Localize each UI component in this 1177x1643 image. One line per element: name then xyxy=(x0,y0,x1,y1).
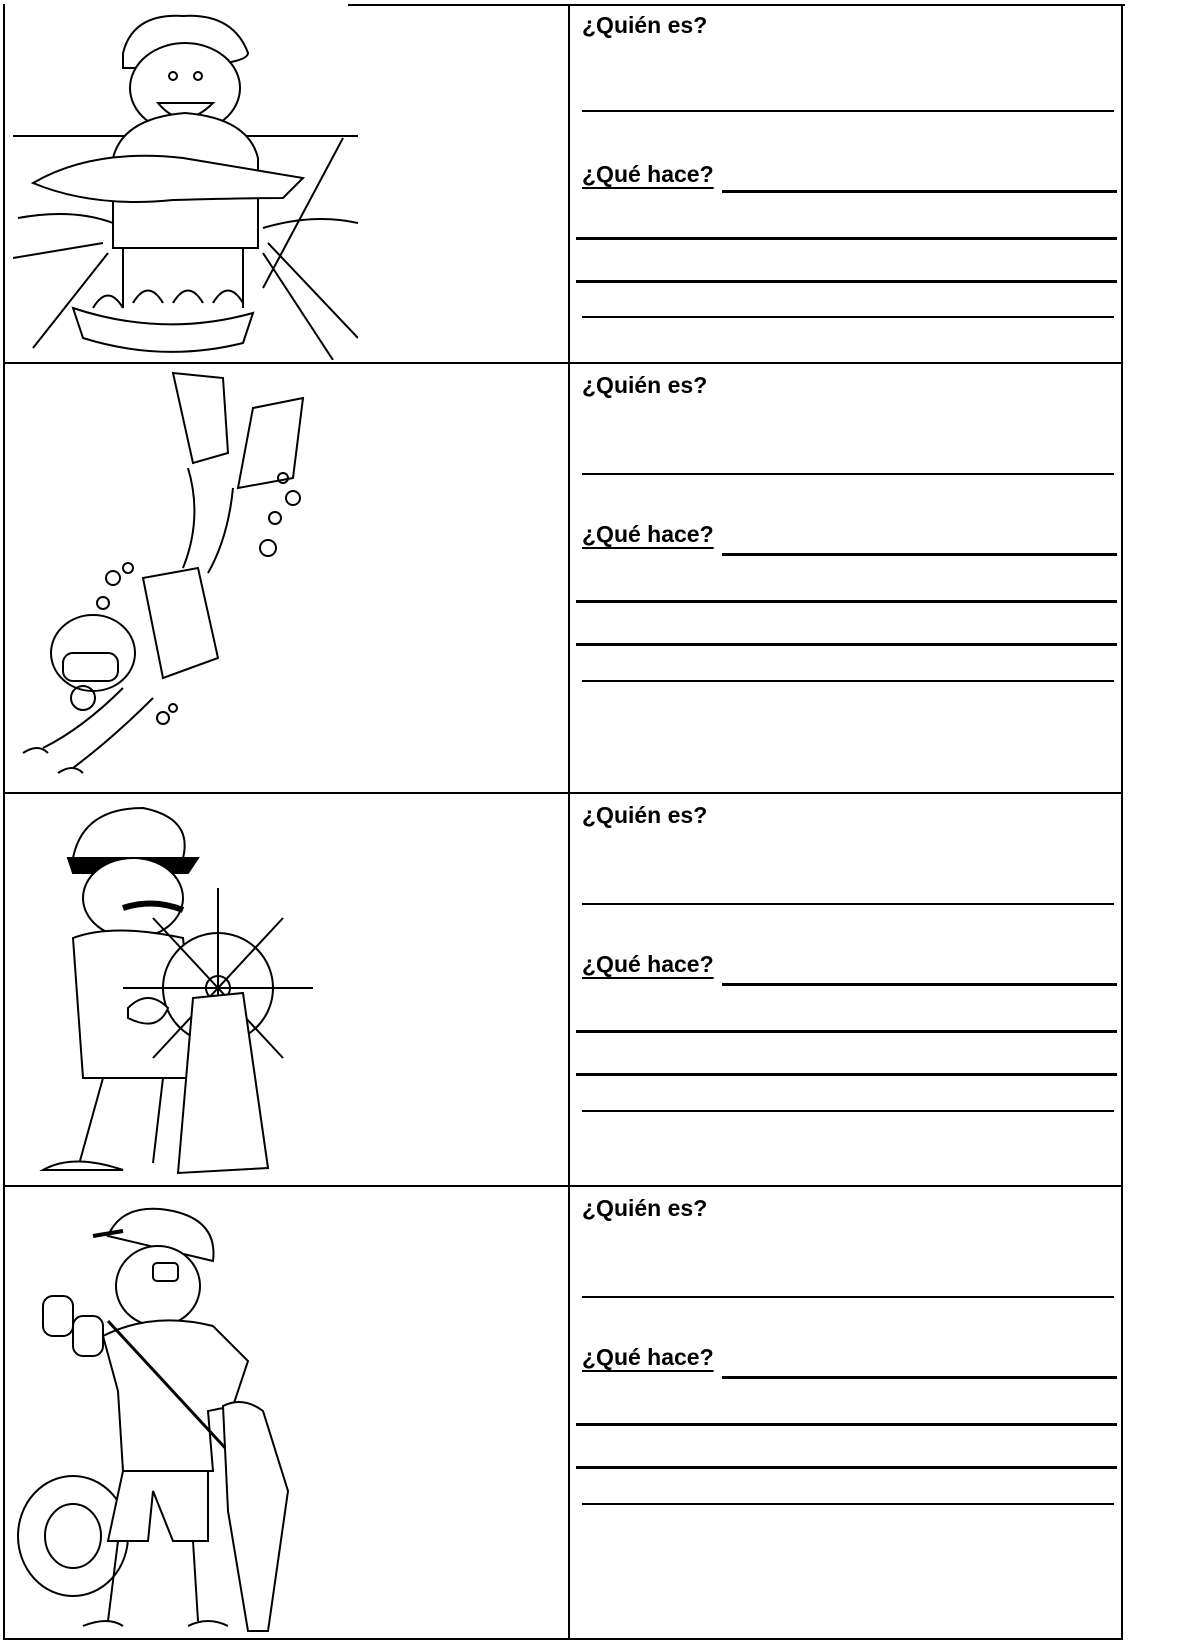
image-cell xyxy=(5,1187,570,1640)
answer-line[interactable] xyxy=(582,473,1114,475)
answer-line[interactable] xyxy=(576,237,1117,240)
diver-illustration xyxy=(13,368,313,790)
answer-line[interactable] xyxy=(582,1296,1114,1298)
answer-line[interactable] xyxy=(722,1376,1117,1379)
answer-line[interactable] xyxy=(722,983,1117,986)
image-cell xyxy=(5,794,570,1185)
answer-line[interactable] xyxy=(576,1073,1117,1076)
what-question: ¿Qué hace? xyxy=(582,1344,714,1370)
answer-line[interactable] xyxy=(576,643,1117,646)
answer-line[interactable] xyxy=(576,280,1117,283)
who-question: ¿Quién es? xyxy=(582,372,708,398)
answer-cell xyxy=(570,794,1121,1185)
image-cell xyxy=(5,4,570,362)
fisherman-illustration xyxy=(13,8,358,360)
answer-cell xyxy=(570,1187,1121,1640)
who-question: ¿Quién es? xyxy=(582,802,708,828)
answer-line[interactable] xyxy=(722,190,1117,193)
answer-cell xyxy=(570,4,1121,362)
answer-line[interactable] xyxy=(582,110,1114,112)
answer-line[interactable] xyxy=(582,680,1114,682)
what-question: ¿Qué hace? xyxy=(582,161,714,187)
table-row xyxy=(5,4,1121,364)
worksheet-table xyxy=(3,4,1123,1640)
image-cell xyxy=(5,364,570,792)
answer-cell xyxy=(570,364,1121,792)
answer-line[interactable] xyxy=(722,553,1117,556)
table-top-border xyxy=(348,4,1125,6)
answer-line[interactable] xyxy=(582,1503,1114,1505)
answer-line[interactable] xyxy=(576,1423,1117,1426)
answer-line[interactable] xyxy=(576,1030,1117,1033)
answer-line[interactable] xyxy=(576,600,1117,603)
lifeguard-illustration xyxy=(13,1191,313,1636)
answer-line[interactable] xyxy=(582,316,1114,318)
table-row xyxy=(5,1187,1121,1640)
what-question: ¿Qué hace? xyxy=(582,951,714,977)
answer-line[interactable] xyxy=(576,1466,1117,1469)
table-row xyxy=(5,364,1121,794)
who-question: ¿Quién es? xyxy=(582,1195,708,1221)
who-question: ¿Quién es? xyxy=(582,12,708,38)
answer-line[interactable] xyxy=(582,903,1114,905)
table-row xyxy=(5,794,1121,1187)
what-question: ¿Qué hace? xyxy=(582,521,714,547)
captain-illustration xyxy=(13,798,313,1183)
answer-line[interactable] xyxy=(582,1110,1114,1112)
